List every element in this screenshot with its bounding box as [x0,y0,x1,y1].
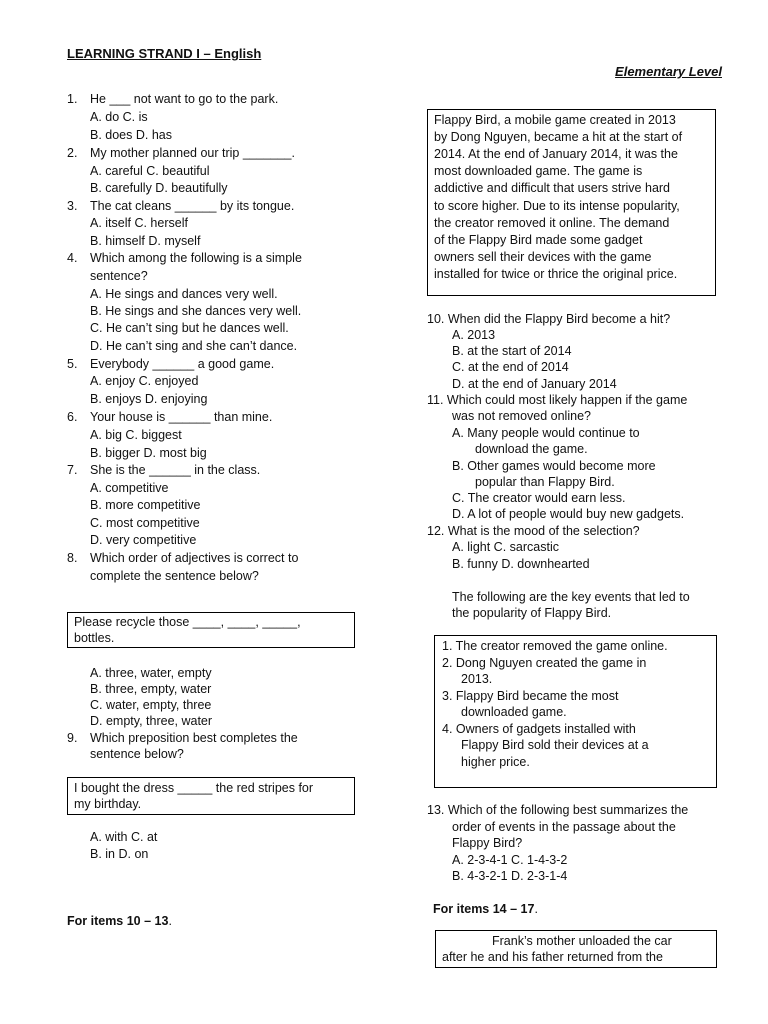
question-text: Which order of adjectives is correct to [90,551,299,565]
question-line: B. does D. has [90,128,172,142]
question-line: A. 2013 [452,328,496,342]
question-line: C. He can’t sing but he dances well. [90,321,289,335]
for-items-10-13 [67,913,172,929]
passage-line: 2014. At the end of January 2014, it was the [434,147,678,162]
page-title: LEARNING STRAND I – English [67,46,262,61]
q9-choice-row-1: A. with C. at [90,830,158,844]
event-1: 1. The creator removed the game online. [442,639,668,653]
q9-number: 9. [67,731,78,745]
question-text: The cat cleans ______ by its tongue. [90,199,295,213]
question-line: B. bigger D. most big [90,446,207,460]
recycle-line-2: bottles. [74,631,115,645]
question-line: B. enjoys D. enjoying [90,392,208,406]
q13-choice-row-2: B. 4-3-2-1 D. 2-3-1-4 [452,869,568,883]
question-line: B. more competitive [90,498,201,512]
dress-line-2: my birthday. [74,797,142,811]
question-text: He ___ not want to go to the park. [90,92,279,106]
question-text: Which among the following is a simple [90,251,302,265]
recycle-sentence-box [67,612,355,648]
question-line: A. He sings and dances very well. [90,287,278,301]
question-number: 2. [67,146,78,160]
question-line: C. The creator would earn less. [452,491,626,505]
for-items-14-17-period: . [534,902,538,916]
question-line: D. A lot of people would buy new gadgets. [452,507,685,521]
passage-line: most downloaded game. The game is [434,164,643,179]
q13-choice-row-1: A. 2-3-4-1 C. 1-4-3-2 [452,853,568,867]
question-line: C. at the end of 2014 [452,360,569,374]
question-line: A. light C. sarcastic [452,540,559,554]
q8-choice-b: B. three, empty, water [90,682,212,696]
passage-line: the creator removed it online. The demand [434,215,670,230]
question-line: D. very competitive [90,533,197,547]
q8-choice-a: A. three, water, empty [90,666,212,680]
recycle-line-1: Please recycle those ____, ____, _____, [74,615,301,629]
question-number: 7. [67,463,78,477]
passage-line: by Dong Nguyen, became a hit at the start of [434,130,683,145]
question-text: 12. What is the mood of the selection? [427,524,640,538]
question-number: 6. [67,410,78,424]
event-3: 3. Flappy Bird became the most [442,688,619,703]
question-text: 10. When did the Flappy Bird become a hit? [427,312,671,326]
frank-line-2: after he and his father returned from the [442,950,663,964]
question-text: Everybody ______ a good game. [90,357,275,371]
event-2: 2. Dong Nguyen created the game in [442,655,647,670]
question-line: A. careful C. beautiful [90,164,210,178]
passage-line: of the Flappy Bird made some gadget [434,232,643,247]
question-line: B. at the start of 2014 [452,344,572,358]
q8-choice-c: C. water, empty, three [90,698,212,712]
question-text: Your house is ______ than mine. [90,410,273,424]
question-line: D. He can’t sing and she can’t dance. [90,339,298,353]
question-line: A. competitive [90,481,169,495]
question-line: B. funny D. downhearted [452,557,590,571]
q8-choice-d: D. empty, three, water [90,714,213,728]
question-line: A. do C. is [90,110,148,124]
question-line: B. himself D. myself [90,234,201,248]
passage-line: addictive and difficult that users strive hard [434,181,671,196]
question-text: 11. Which could most likely happen if the game [427,393,688,407]
question-line: complete the sentence below? [90,569,259,583]
q9-line-1: Which preposition best completes the [90,731,298,745]
question-number: 4. [67,251,78,265]
passage-line: to score higher. Due to its intense popularity, [434,198,680,213]
event-4-cont-2: higher price. [461,754,530,769]
question-line: A. big C. biggest [90,428,182,442]
question-text: She is the ______ in the class. [90,463,261,477]
question-line: A. itself C. herself [90,216,188,230]
question-line: A. enjoy C. enjoyed [90,374,199,388]
question-line: A. Many people would continue to [452,426,640,440]
q9-choice-row-2: B. in D. on [90,847,149,861]
events-intro-line-2: the popularity of Flappy Bird. [452,606,612,620]
dress-line-1: I bought the dress _____ the red stripes for [74,781,314,795]
question-number: 5. [67,357,78,371]
passage-line: owners sell their devices with the game [434,249,652,264]
event-3-cont: downloaded game. [461,705,567,719]
flappy-bird-passage-box [427,109,716,296]
q13-line-1: 13. Which of the following best summarizes the [427,803,689,817]
question-line: sentence? [90,269,148,283]
for-items-14-17 [433,901,538,917]
event-4-cont-1: Flappy Bird sold their devices at a [461,738,649,752]
key-events-box [434,635,717,788]
for-items-10-13-period: . [168,914,172,928]
question-number: 3. [67,199,78,213]
question-line: B. carefully D. beautifully [90,181,228,195]
q13-line-3: Flappy Bird? [452,836,523,850]
question-number: 1. [67,92,78,106]
frank-line-1: Frank’s mother unloaded the car [492,934,672,948]
question-line: was not removed online? [452,409,591,423]
question-text: My mother planned our trip _______. [90,146,295,160]
question-line: D. at the end of January 2014 [452,377,617,391]
event-2-cont: 2013. [461,672,493,686]
frank-passage-box [435,930,717,968]
question-line: B. He sings and she dances very well. [90,304,302,318]
question-line: download the game. [475,442,588,456]
question-line: C. most competitive [90,516,200,530]
for-items-10-13-label: For items 10 – 13 [67,914,169,928]
passage-line: Flappy Bird, a mobile game created in 2013 [434,113,676,127]
level-label: Elementary Level [615,64,722,79]
q13-line-2: order of events in the passage about the [452,820,676,834]
events-intro-line-1: The following are the key events that led to [452,590,690,604]
question-line: B. Other games would become more [452,459,656,473]
dress-sentence-box [67,777,355,815]
q9-line-2: sentence below? [90,747,184,761]
event-4: 4. Owners of gadgets installed with [442,721,636,736]
passage-line: installed for twice or thrice the original price. [434,266,678,281]
for-items-14-17-label: For items 14 – 17 [433,902,535,916]
question-number: 8. [67,551,78,565]
question-line: popular than Flappy Bird. [475,475,615,489]
